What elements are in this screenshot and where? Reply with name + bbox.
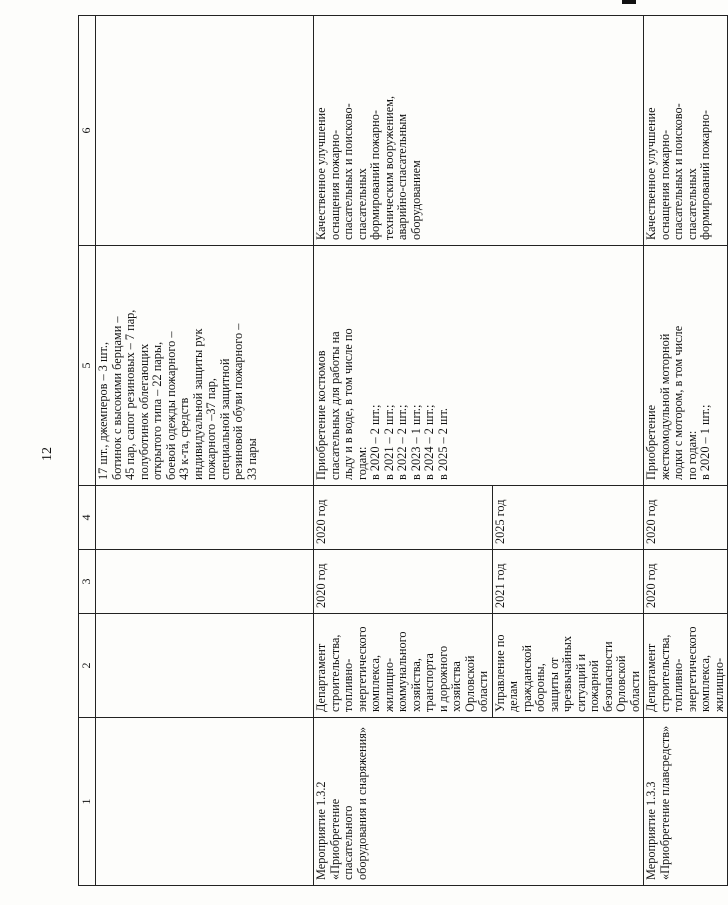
text-line: строительства, <box>327 634 342 712</box>
text-line: льду и в воде, в том числе по <box>341 328 355 480</box>
header-row <box>79 16 96 886</box>
continuation-col-5 <box>96 246 314 486</box>
text-line: техническим вооружением, <box>381 95 396 240</box>
text-line: топливно- <box>341 658 355 712</box>
text-line: 17 шт., джемперов – 3 шт., <box>96 341 110 480</box>
text-line: энергетического <box>354 626 369 712</box>
text-line: в 2022 – 2 шт.; <box>395 404 409 480</box>
event-1-3-2-executor-1-start: 2020 год <box>314 550 493 614</box>
event-1-3-2-description-cell <box>314 246 644 486</box>
text-line: в 2020 – 1 шт.; <box>698 404 712 480</box>
event-1-3-3-start: 2020 год <box>644 550 728 614</box>
event-1-3-2-row-executor-1 <box>314 16 493 886</box>
scan-edge-mark <box>622 0 636 4</box>
text-line: Приобретение костюмов <box>314 350 328 480</box>
text-line: спасательных и поисково- <box>671 103 685 240</box>
text-line: оборудования и снаряжения» <box>354 726 369 880</box>
text-line: спасательных <box>354 168 369 240</box>
event-1-3-3-end: 2020 год <box>644 486 728 550</box>
text-line: «Приобретение спасательного <box>327 798 355 880</box>
text-line: и дорожного хозяйства <box>435 645 463 712</box>
text-line: жесткомодульной моторной <box>657 333 672 480</box>
event-1-3-3-row <box>644 16 728 886</box>
header-col-4: 4 <box>79 486 96 550</box>
event-1-3-2-executor-2-start: 2021 год <box>492 550 644 614</box>
text-line: 43 к-та, средств <box>177 397 191 480</box>
text-line: формирований пожарно- <box>368 109 382 240</box>
event-1-3-2-title-cell <box>314 718 644 886</box>
text-line: в 2024 – 2 шт.; <box>422 404 436 480</box>
header-col-1: 1 <box>79 718 96 886</box>
text-line: строительства, <box>657 634 672 712</box>
text-line: чрезвычайных <box>560 635 574 712</box>
text-line: пожарного –37 пар, <box>204 378 218 480</box>
text-line: спасательных <box>684 168 699 240</box>
header-col-5: 5 <box>79 246 96 486</box>
text-line: оснащения пожарно- <box>657 129 672 240</box>
text-line: формирований пожарно- <box>698 109 712 240</box>
text-line: спасательных для работы на <box>327 331 342 480</box>
header-col-3: 3 <box>79 550 96 614</box>
text-line: резиновой обуви пожарного – <box>231 323 245 480</box>
text-line: комплекса, жилищно- <box>368 654 396 712</box>
text-line: открытого типа – 22 пары, <box>150 341 164 480</box>
header-col-6: 6 <box>79 16 96 246</box>
continuation-col-3 <box>96 550 314 614</box>
text-line: Управление по делам <box>492 634 520 712</box>
text-line: энергетического <box>684 626 699 712</box>
text-line: полуботинок облегающих <box>136 343 151 480</box>
text-line: Качественное улучшение <box>644 107 658 240</box>
continuation-col-1 <box>96 718 314 886</box>
rotated-table-container <box>78 16 726 886</box>
text-line: защиты от <box>546 657 561 712</box>
text-line: 45 пар, сапог резиновых – 7 пар, <box>123 309 137 480</box>
text-line: специальной защитной <box>217 358 232 480</box>
text-line: Приобретение <box>644 404 658 480</box>
text-line: гражданской обороны, <box>519 645 547 712</box>
page-number: 12 <box>40 447 55 461</box>
text-line: в 2020 – 2 шт.; <box>368 404 382 480</box>
text-line: по годам: <box>684 430 699 480</box>
text-line: «Приобретение плавсредств» <box>657 725 672 880</box>
header-col-2: 2 <box>79 614 96 718</box>
text-line: коммунального <box>395 631 409 712</box>
text-line: годам: <box>354 446 369 480</box>
text-line: оснащения пожарно- <box>327 129 342 240</box>
measures-table <box>78 15 728 886</box>
text-line: оборудованием <box>408 160 423 240</box>
text-line: боевой одежды пожарного – <box>163 331 178 480</box>
text-line: аварийно-спасательным <box>395 113 409 240</box>
text-line: в 2023 – 1 шт.; <box>408 404 423 480</box>
event-1-3-2-executor-1-end: 2020 год <box>314 486 493 550</box>
text-line: 33 пары <box>244 438 259 480</box>
event-1-3-3-title-cell <box>644 718 728 886</box>
text-line: лодки с мотором, в том числе <box>671 325 685 480</box>
text-line: топливно- <box>671 658 685 712</box>
event-1-3-3-executor-cell <box>644 614 728 718</box>
text-line: в 2025 – 2 шт. <box>435 408 450 480</box>
text-line: ботинок с высокими берцами – <box>109 316 124 480</box>
event-1-3-2-executor-1-cell <box>314 614 493 718</box>
text-line: Орловской области <box>462 655 490 712</box>
event-1-3-3-result-cell <box>644 16 728 246</box>
text-line: комплекса, жилищно- <box>698 654 726 712</box>
text-line: Мероприятие 1.3.2 <box>314 781 328 880</box>
event-1-3-3-description-cell <box>644 246 728 486</box>
text-line: ситуаций и пожарной <box>573 653 601 712</box>
event-1-3-2-result-cell <box>314 16 644 246</box>
text-line: Орловской области <box>614 655 642 712</box>
continuation-col-2 <box>96 614 314 718</box>
continuation-row <box>96 16 314 886</box>
text-line: в 2021 – 2 шт.; <box>381 404 396 480</box>
text-line: индивидуальной защиты рук <box>190 328 205 480</box>
text-line: хозяйства, транспорта <box>408 653 436 712</box>
continuation-col-4 <box>96 486 314 550</box>
continuation-col-6 <box>96 16 314 246</box>
event-1-3-2-executor-2-cell <box>492 614 644 718</box>
text-line: Качественное улучшение <box>314 107 328 240</box>
text-line: спасательных и поисково- <box>341 103 355 240</box>
text-line: безопасности <box>600 641 615 712</box>
text-line: Мероприятие 1.3.3 <box>644 781 658 880</box>
text-line: Департамент <box>314 643 328 712</box>
event-1-3-2-executor-2-end: 2025 год <box>492 486 644 550</box>
text-line: Департамент <box>644 643 658 712</box>
